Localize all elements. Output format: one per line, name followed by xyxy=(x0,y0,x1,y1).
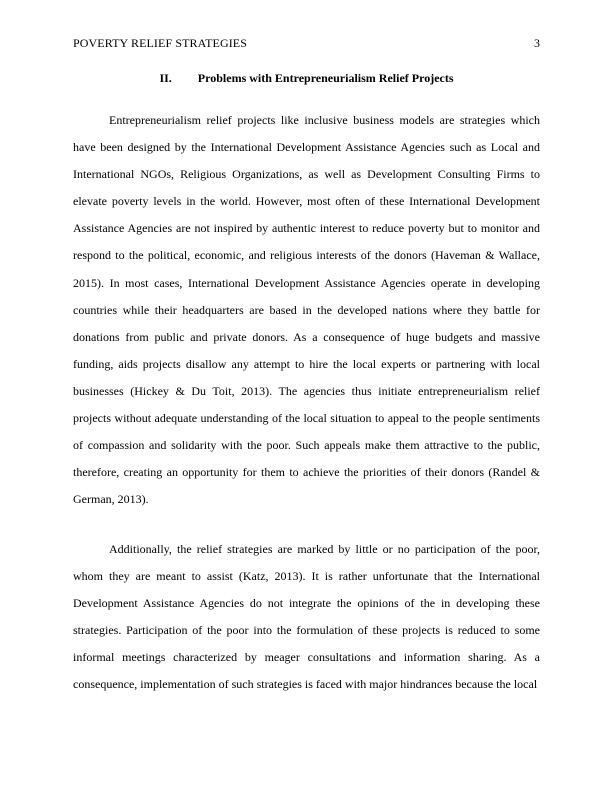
section-numeral: II. xyxy=(159,71,172,85)
section-title: Problems with Entrepreneurialism Relief Projects xyxy=(197,71,454,85)
section-heading xyxy=(73,71,540,86)
body-paragraph: Additionally, the relief strategies are marked by little or no participation of the poor, whom they are meant to assist (Katz, 2013). It is rather unfortunate that the International Development Assistance Agencies do not integrate the opinions of the in developing these strategies. Participation of the poor into the formulation of these projects is reduced to some informal meetings characterized by meager consultations and information sharing. As a consequence, implementation of such strategies is faced with major hindrances because the local xyxy=(73,542,540,692)
running-head: POVERTY RELIEF STRATEGIES xyxy=(73,36,248,50)
page-number: 3 xyxy=(534,36,540,50)
body-paragraph: Entrepreneurialism relief projects like inclusive business models are strategies which have been designed by the International Development Assistance Agencies such as Local and International NGOs, Religious Organizations, as well as Development Consulting Firms to elevate poverty levels in the world. However, most often of these International Development Assistance Agencies are not inspired by authentic interest to reduce poverty but to monitor and respond to the political, economic, and religious interests of the donors (Haveman & Wallace, 2015). In most cases, International Development Assistance Agencies operate in developing countries while their headquarters are based in the developed nations where they battle for donations from public and private donors. As a consequence of huge budgets and massive funding, aids projects disallow any attempt to hire the local experts or partnering with local businesses (Hickey & Du Toit, 2013). The agencies thus initiate entrepreneurialism relief projects without adequate understanding of the local situation to appeal to the people sentiments of compassion and solidarity with the poor. Such appeals make them attractive to the public, therefore, creating an opportunity for them to achieve the priorities of their donors (Randel & German, 2013). xyxy=(73,113,540,507)
